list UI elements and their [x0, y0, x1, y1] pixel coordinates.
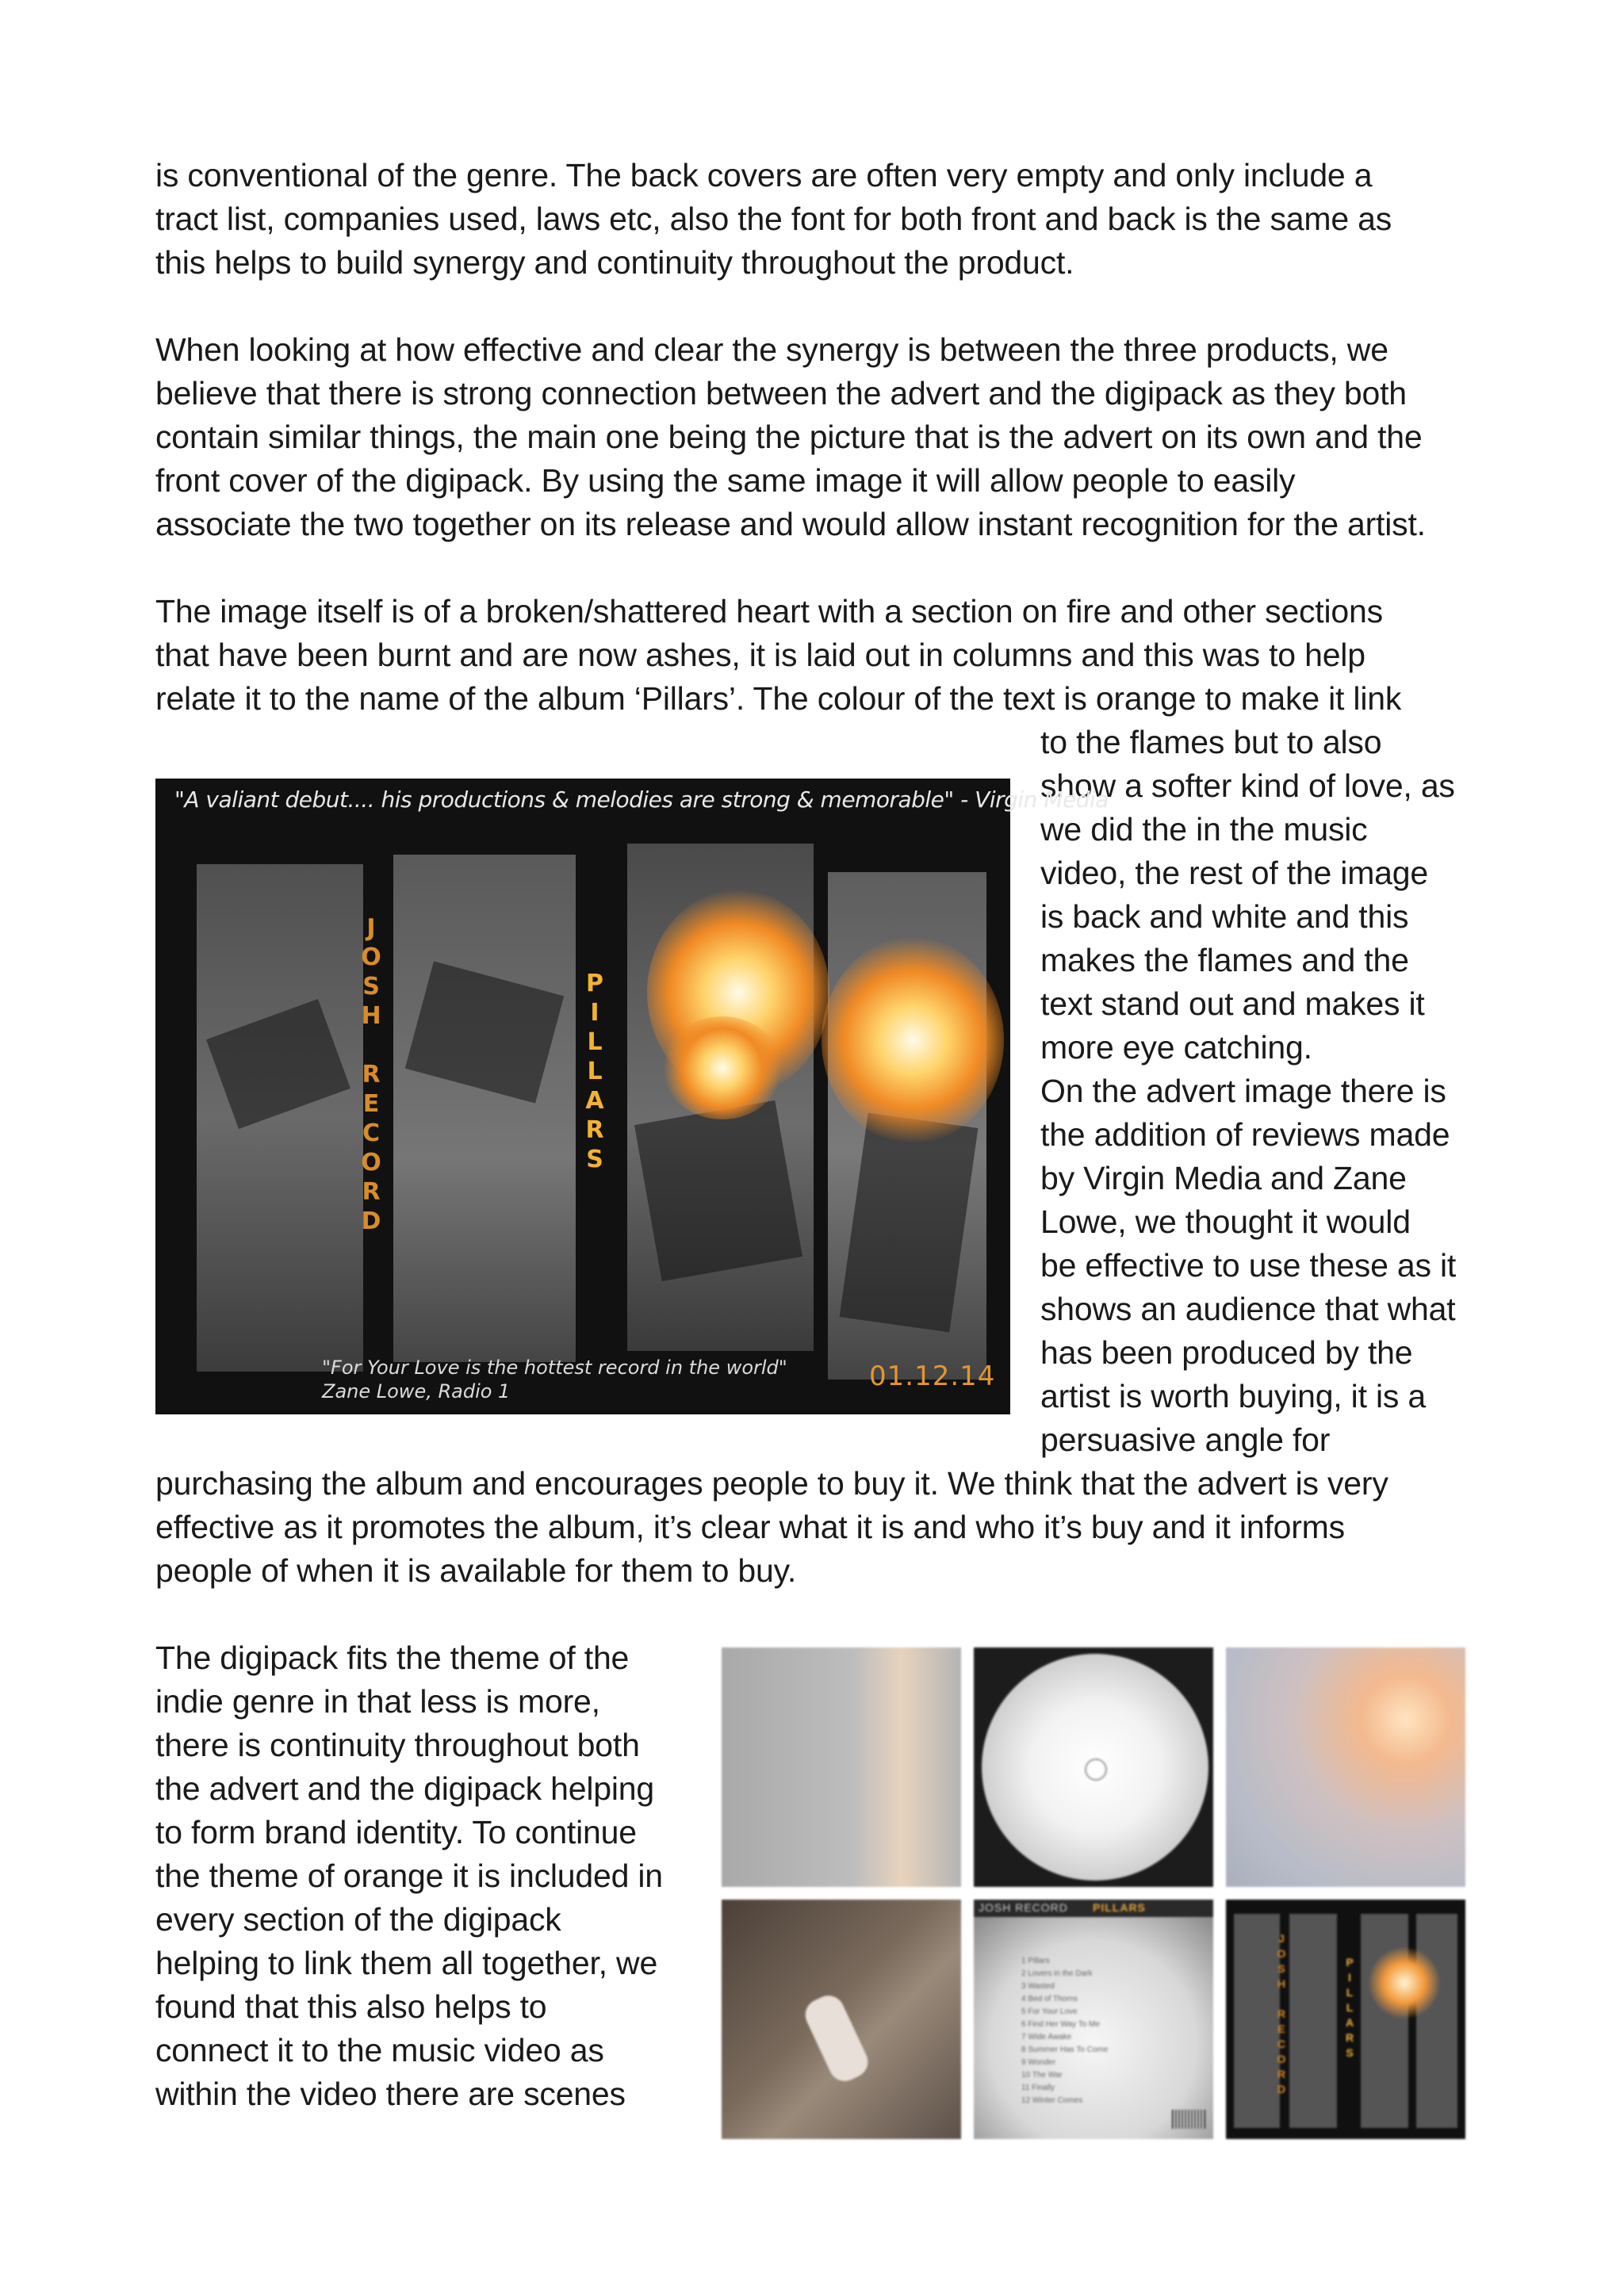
text-line: On the advert image there is: [1040, 1073, 1446, 1109]
text-line: tract list, companies used, laws etc, also the font for both front and back is the same as: [155, 201, 1392, 237]
vertical-letter: L: [587, 1058, 604, 1085]
advert-panel: [197, 864, 363, 1372]
text-line: there is continuity throughout both: [155, 1727, 640, 1763]
back-cover-artist: JOSH RECORD: [979, 1901, 1068, 1914]
text-line: we did the in the music: [1040, 811, 1368, 848]
vertical-letter: O: [1277, 1947, 1286, 1960]
text-line: connect it to the music video as: [155, 2032, 604, 2068]
vertical-letter: [360, 1031, 384, 1060]
text-line: is conventional of the genre. The back covers are often very empty and only include a: [155, 157, 1373, 193]
vertical-letter: R: [1345, 2031, 1354, 2044]
text-line: by Virgin Media and Zane: [1040, 1160, 1407, 1196]
vertical-letter: L: [1346, 2001, 1354, 2014]
track-item: 12 Winter Comes: [1021, 2096, 1083, 2105]
zane-lowe-review: [322, 1356, 787, 1403]
vertical-letter: L: [587, 1028, 604, 1056]
back-cover-title-bar: [974, 1900, 1213, 1917]
vertical-letter: S: [1277, 1962, 1285, 1975]
text-line: the theme of orange it is included in: [155, 1858, 663, 1894]
heart-shard: [634, 1100, 802, 1281]
vertical-letter: S: [586, 1146, 605, 1173]
track-item: 9 Wonder: [1021, 2058, 1056, 2067]
digipack-back-cover: [974, 1900, 1213, 2139]
album-title-vertical: [584, 969, 607, 1174]
vertical-letter: O: [361, 1149, 383, 1177]
text-line: Lowe, we thought it would: [1040, 1203, 1411, 1240]
text-line: artist is worth buying, it is a: [1040, 1378, 1426, 1414]
track-item: 7 Wide Awake: [1021, 2033, 1072, 2042]
text-line: people of when it is available for them to buy.: [155, 1552, 797, 1589]
vertical-letter: J: [366, 914, 377, 942]
cover-artist-vertical: [1275, 1931, 1288, 2097]
track-item: 3 Wasted: [1021, 1982, 1055, 1991]
text-line: text stand out and makes it: [1040, 985, 1425, 1022]
figure: [800, 1991, 873, 2087]
cd-hole: [1085, 1758, 1107, 1781]
text-line: the addition of reviews made: [1040, 1116, 1450, 1153]
vertical-letter: R: [1277, 2068, 1286, 2080]
text-line: front cover of the digipack. By using the same image it will allow people to easily: [155, 462, 1296, 499]
vertical-letter: S: [1346, 2046, 1354, 2059]
vertical-letter: L: [1346, 1986, 1354, 1999]
vertical-letter: O: [1277, 2053, 1286, 2065]
text-line: effective as it promotes the album, it’s clear what it is and who it’s buy and it informs: [155, 1509, 1345, 1545]
review-source: Zane Lowe, Radio 1: [322, 1380, 511, 1402]
advert-panel: [393, 855, 576, 1362]
digipack-front-cover: [1226, 1900, 1465, 2139]
text-line: persuasive angle for: [1040, 1422, 1331, 1458]
text-line: is back and white and this: [1040, 898, 1409, 935]
text-line: show a softer kind of love, as: [1040, 767, 1455, 804]
text-line: to the flames but to also: [1040, 724, 1382, 760]
text-line: The digipack fits the theme of the: [155, 1640, 630, 1676]
text-line: relate it to the name of the album ‘Pillars’. The colour of the text is orange to make it link: [155, 680, 1402, 717]
vertical-letter: S: [362, 973, 381, 1001]
vertical-letter: P: [586, 970, 605, 997]
text-line: to form brand identity. To continue: [155, 1814, 637, 1850]
text-line: believe that there is strong connection between the advert and the digipack as they both: [155, 375, 1407, 411]
vertical-letter: E: [1277, 2022, 1285, 2035]
advert-image: [155, 779, 1109, 1414]
cover-column: [1289, 1914, 1337, 2128]
vertical-letter: A: [585, 1087, 606, 1115]
text-line: be effective to use these as it: [1040, 1247, 1457, 1284]
digipack-image: [722, 1647, 1473, 2142]
back-cover-album: PILLARS: [1093, 1901, 1146, 1914]
vertical-letter: J: [1278, 1932, 1285, 1945]
vertical-letter: C: [362, 1119, 382, 1147]
text-line: found that this also helps to: [155, 1988, 547, 2025]
text-line: The image itself is of a broken/shattered heart with a section on fire and other sections: [155, 593, 1383, 629]
digipack-photo-panel: [722, 1900, 961, 2139]
vertical-letter: R: [585, 1116, 606, 1144]
virgin-media-review: "A valiant debut.... his productions & melodies are strong & memorable" - Virgin Media: [174, 786, 1109, 813]
vertical-letter: H: [1277, 1977, 1286, 1990]
text-line: this helps to build synergy and continuity throughout the product.: [155, 244, 1074, 281]
vertical-letter: E: [362, 1090, 381, 1118]
tracklist: [1021, 1955, 1108, 2107]
text-line: associate the two together on its release and would allow instant recognition for the artist.: [155, 506, 1426, 542]
track-item: 11 Finally: [1021, 2084, 1055, 2092]
text-line: within the video there are scenes: [155, 2076, 626, 2112]
vertical-letter: A: [1345, 2016, 1354, 2029]
track-item: 8 Summer Has To Come: [1021, 2045, 1109, 2054]
text-line: the advert and the digipack helping: [155, 1770, 654, 1807]
vertical-letter: H: [361, 1002, 383, 1030]
text-line: every section of the digipack: [155, 1901, 561, 1938]
track-item: 6 Find Her Way To Me: [1021, 2020, 1100, 2029]
barcode: [1172, 2110, 1205, 2129]
cover-column: [1361, 1914, 1408, 2128]
vertical-letter: D: [361, 1207, 383, 1235]
cover-column: [1416, 1914, 1457, 2128]
release-date: 01.12.14: [869, 1360, 996, 1392]
text-line: shows an audience that what: [1040, 1291, 1456, 1327]
cover-album-vertical: [1343, 1955, 1356, 2061]
review-quote: "For Your Love is the hottest record in the world": [322, 1357, 787, 1379]
text-line: contain similar things, the main one being the picture that is the advert on its own and the: [155, 419, 1423, 455]
vertical-letter: R: [362, 1061, 382, 1089]
text-line: video, the rest of the image: [1040, 855, 1428, 891]
digipack-cd-panel: [974, 1647, 1213, 1887]
track-item: 5 For Your Love: [1021, 2007, 1078, 2016]
vertical-letter: R: [1277, 2007, 1286, 2020]
artist-name-vertical: [360, 913, 384, 1236]
text-line: helping to link them all together, we: [155, 1945, 658, 1981]
vertical-letter: C: [1277, 2038, 1286, 2050]
vertical-letter: R: [362, 1178, 382, 1206]
text-line: more eye catching.: [1040, 1029, 1312, 1066]
vertical-letter: O: [361, 943, 383, 971]
track-item: 10 The War: [1021, 2071, 1063, 2080]
vertical-letter: D: [1277, 2083, 1286, 2095]
track-item: 1 Pillars: [1021, 1957, 1050, 1965]
flame: [822, 937, 1004, 1143]
track-item: 2 Lovers in the Dark: [1021, 1969, 1093, 1978]
text-line: has been produced by the: [1040, 1334, 1413, 1371]
vertical-letter: I: [590, 999, 601, 1027]
flame: [1369, 1947, 1440, 2019]
vertical-letter: P: [1346, 1956, 1354, 1969]
cover-column: [1234, 1914, 1280, 2128]
vertical-letter: [1275, 1992, 1288, 2007]
text-line: purchasing the album and encourages people to buy it. We think that the advert is very: [155, 1465, 1388, 1502]
text-line: indie genre in that less is more,: [155, 1683, 600, 1720]
text-line: makes the flames and the: [1040, 942, 1409, 978]
digipack-lyrics-panel: [1226, 1647, 1465, 1887]
vertical-letter: I: [1348, 1971, 1351, 1984]
flame: [663, 1016, 782, 1119]
track-item: 4 Bed of Thorns: [1021, 1995, 1078, 2003]
text-line: that have been burnt and are now ashes, it is laid out in columns and this was to help: [155, 637, 1365, 673]
digipack-inside-panel: [722, 1647, 961, 1887]
text-line: When looking at how effective and clear the synergy is between the three products, we: [155, 331, 1388, 368]
